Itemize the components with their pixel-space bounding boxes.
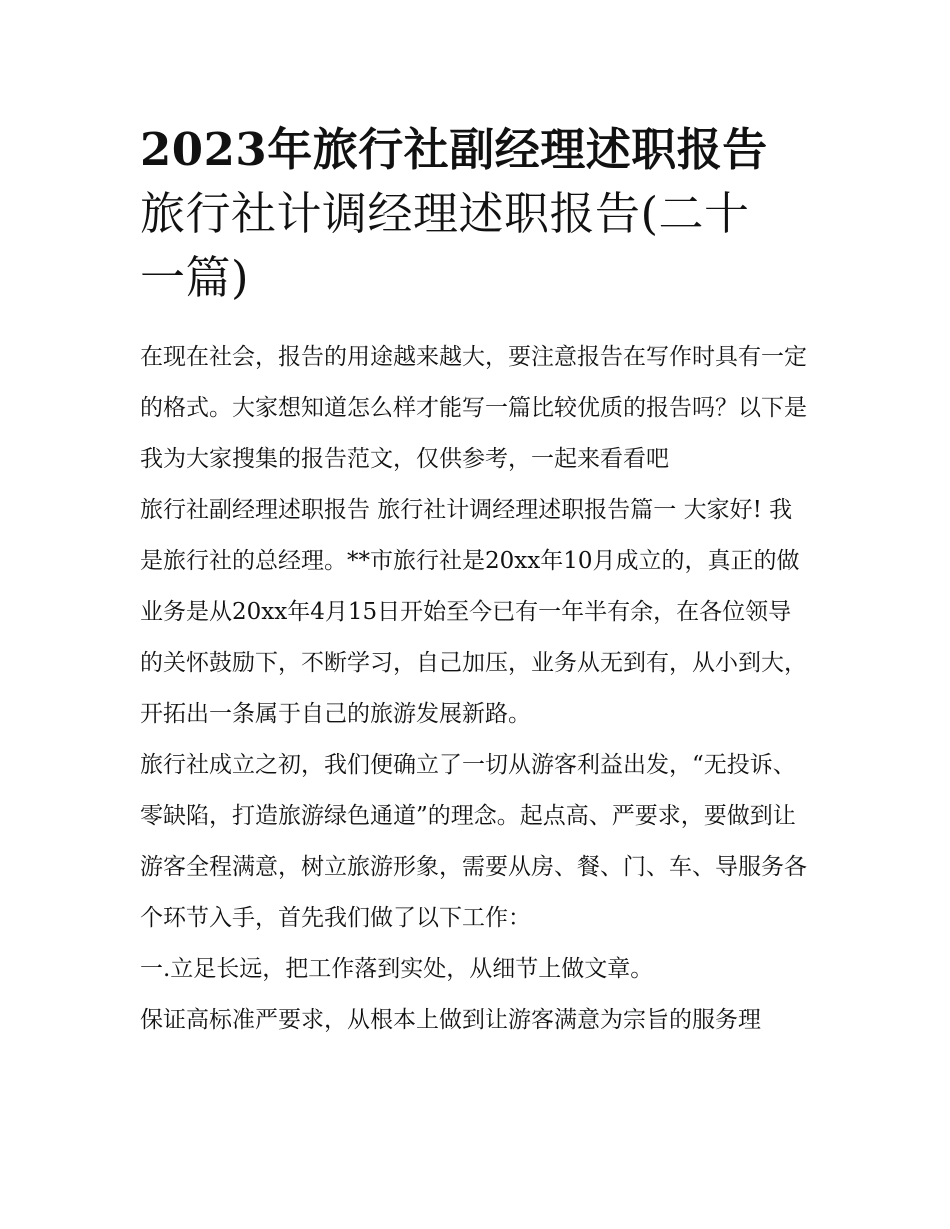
title-line-3: 一篇) [140, 251, 250, 304]
section-heading-1: 一.立足长远，把工作落到实处，从细节上做文章。 [140, 956, 654, 982]
paragraph-greeting: 旅行社副经理述职报告 旅行社计调经理述职报告篇一 大家好! 我是旅行社的总经理。**市旅行社是20xx年10月成立的，真正的做业务是从20xx年4月15日开始至今已有一年半有余，在各位领导的关怀鼓励下，不断学习，自己加压，业务从无到有，从小到大，开拓出一条属于自己的旅游发展新路。 [140, 497, 807, 727]
paragraph-founding: 旅行社成立之初，我们便确立了一切从游客利益出发，“无投诉、零缺陷，打造旅游绿色通道”的理念。起点高、严要求，要做到让游客全程满意，树立旅游形象，需要从房、餐、门、车、导服务各个环节入手，首先我们做了以下工作： [140, 752, 807, 931]
paragraph-intro: 在现在社会，报告的用途越来越大，要注意报告在写作时具有一定的格式。大家想知道怎么样才能写一篇比较优质的报告吗？以下是我为大家搜集的报告范文，仅供参考，一起来看看吧 [140, 344, 807, 472]
document-content [140, 118, 812, 1046]
paragraph-standards: 保证高标准严要求，从根本上做到让游客满意为宗旨的服务理 [140, 1007, 761, 1033]
title-line-2: 旅行社计调经理述职报告(二十 [140, 187, 750, 240]
document-title [140, 118, 812, 310]
title-line-1: 2023年旅行社副经理述职报告 [140, 123, 768, 176]
document-body [140, 332, 812, 1046]
